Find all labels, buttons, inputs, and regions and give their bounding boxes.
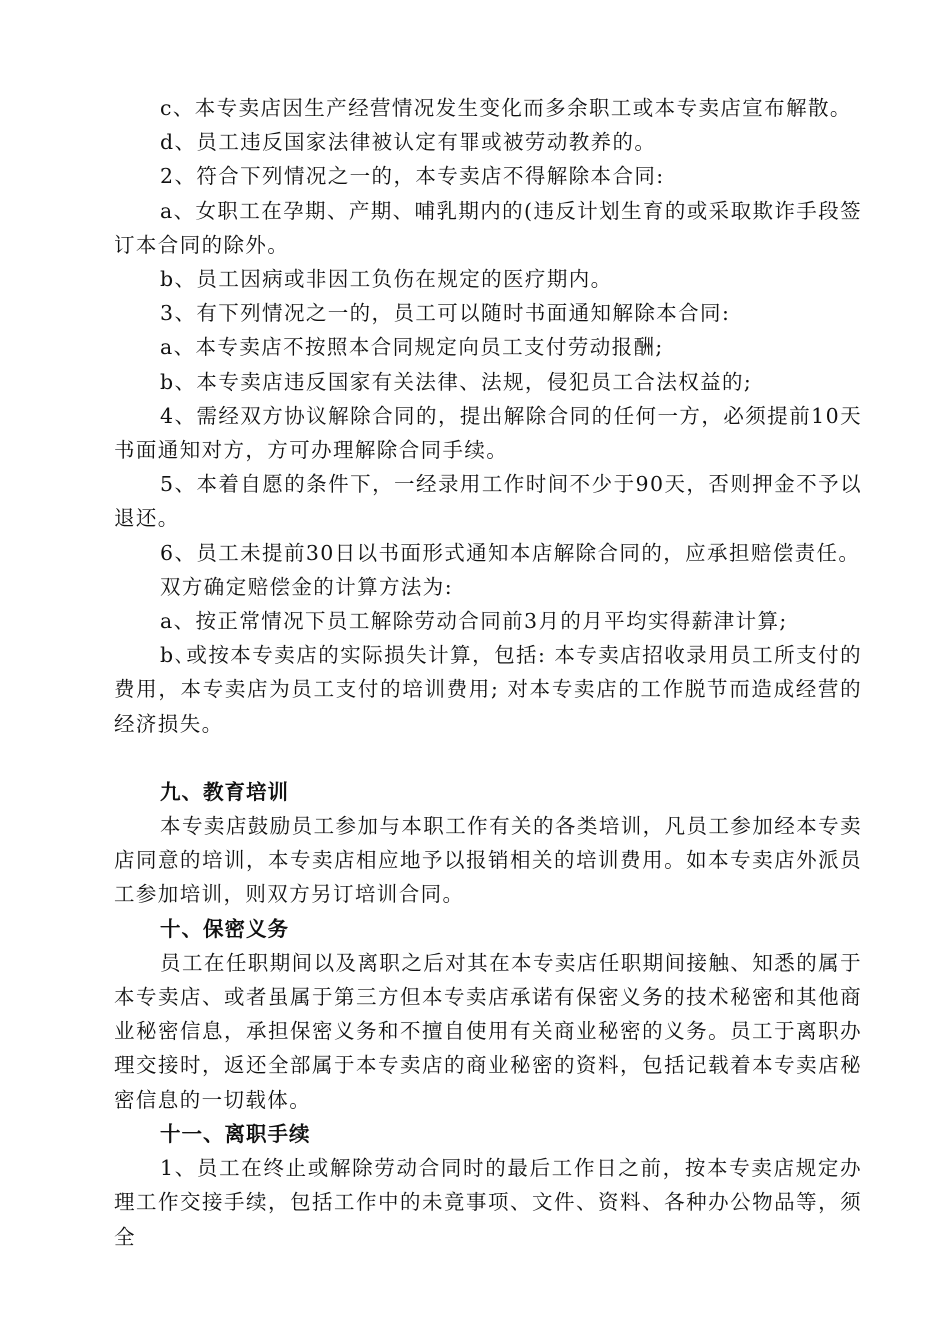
clause-6b: b､或按本专卖店的实际损失计算，包括: 本专卖店招收录用员工所支付的费用，本专卖店为员工支付的培训费用; 对本专卖店的工作脱节而造成经营的经济损失。 <box>114 643 862 736</box>
clause-6-method: 双方确定赔偿金的计算方法为: <box>160 574 454 599</box>
resignation-clause-1: 1、员工在终止或解除劳动合同时的最后工作日之前，按本专卖店规定办理工作交接手续，包括工作中的未竟事项、文件、资料、各种办公物品等，须全 <box>114 1156 862 1249</box>
clause-3b: b、本专卖店违反国家有关法律、法规，侵犯员工合法权益的; <box>160 369 753 394</box>
clause-3: 3、有下列情况之一的，员工可以随时书面通知解除本合同: <box>160 301 731 326</box>
clause-2a: a、女职工在孕期、产期、哺乳期内的(违反计划生育的或采取欺诈手段签订本合同的除外。 <box>114 198 862 257</box>
clause-5: 5、本着自愿的条件下，一经录用工作时间不少于90天，否则押金不予以退还。 <box>114 472 862 531</box>
section-spacer <box>114 741 862 775</box>
clause-6a: a、按正常情况下员工解除劳动合同前3月的月平均实得薪津计算; <box>160 609 788 634</box>
clause-6: 6、员工未提前30日以书面形式通知本店解除合同的，应承担赔偿责任。 <box>160 540 861 565</box>
section-heading-confidentiality: 十、保密义务 <box>160 916 289 941</box>
confidentiality-body: 员工在任职期间以及离职之后对其在本专卖店任职期间接触、知悉的属于本专卖店、或者虽属于第三方但本专卖店承诺有保密义务的技术秘密和其他商业秘密信息，承担保密义务和不擅自使用有关商业秘密的义务。员工于离职办理交接时，返还全部属于本专卖店的商业秘密的资料，包括记载着本专卖店秘密信息的一切载体。 <box>114 950 862 1112</box>
clause-3a: a、本专卖店不按照本合同规定向员工支付劳动报酬; <box>160 335 664 360</box>
section-heading-resignation: 十一、离职手续 <box>160 1121 311 1146</box>
clause-4: 4、需经双方协议解除合同的，提出解除合同的任何一方，必须提前10天书面通知对方，方可办理解除合同手续。 <box>114 403 862 463</box>
document-body <box>114 91 862 1254</box>
clause-2b: b、员工因病或非因工负伤在规定的医疗期内。 <box>160 267 613 292</box>
clause-d: d、员工违反国家法律被认定有罪或被劳动教养的。 <box>160 130 657 155</box>
training-body: 本专卖店鼓励员工参加与本职工作有关的各类培训，凡员工参加经本专卖店同意的培训，本专卖店相应地予以报销相关的培训费用。如本专卖店外派员工参加培训，则双方另订培训合同。 <box>114 814 862 907</box>
clause-2: 2、符合下列情况之一的，本专卖店不得解除本合同: <box>160 164 665 189</box>
section-heading-training: 九、教育培训 <box>160 779 289 804</box>
clause-c: c、本专卖店因生产经营情况发生变化而多余职工或本专卖店宣布解散。 <box>160 96 852 120</box>
